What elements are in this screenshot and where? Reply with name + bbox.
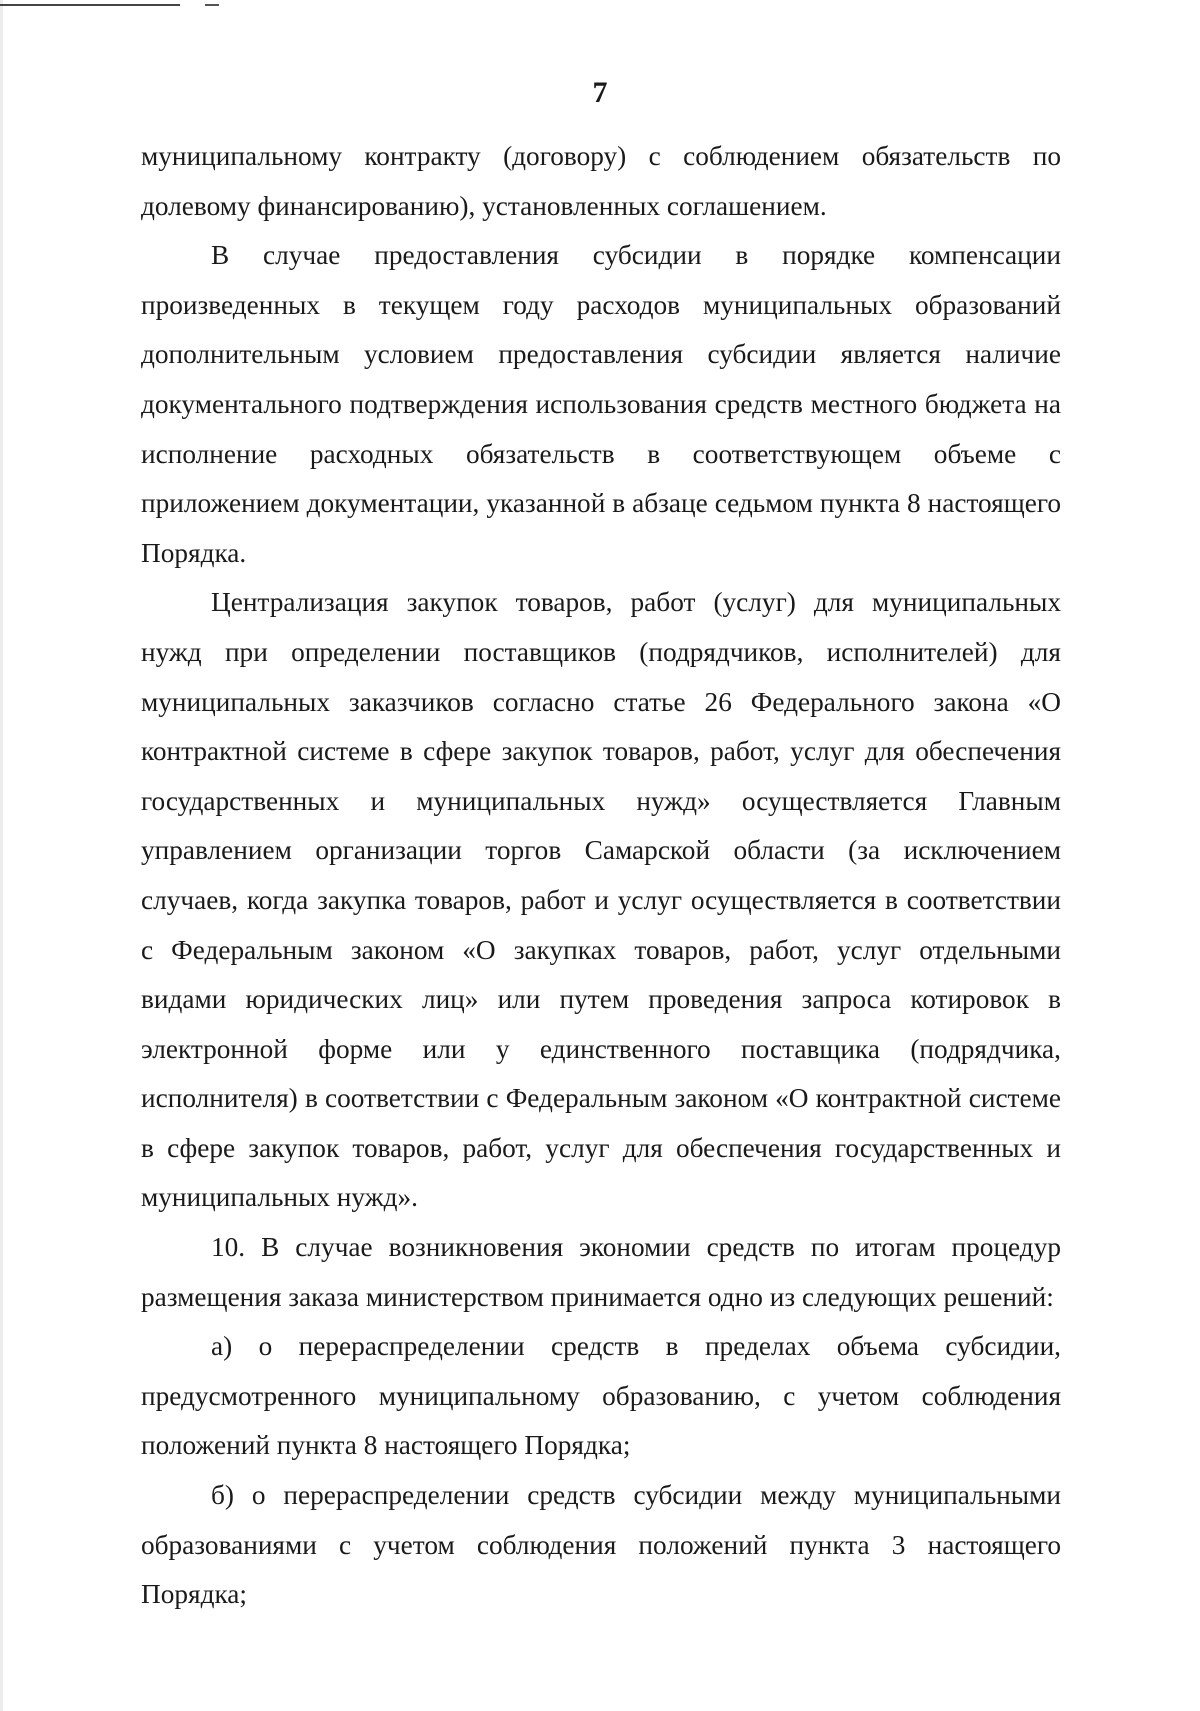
scan-top-dash xyxy=(205,4,219,6)
scan-edge-shadow xyxy=(0,0,3,1711)
document-body xyxy=(141,132,1061,1620)
page-number: 7 xyxy=(592,76,608,109)
paragraph-continuation: муниципальному контракту (договору) с соблюдением обязательств по долевому финансированию), установленных соглашением. xyxy=(141,141,1061,221)
paragraph-subitem-b: б) о перераспределении средств субсидии между муниципальными образованиями с учетом соблюдения положений пункта 3 настоящего Порядка; xyxy=(141,1480,1061,1610)
scan-top-line xyxy=(0,4,180,6)
paragraph-item-10: 10. В случае возникновения экономии средств по итогам процедур размещения заказа министерством принимается одно из следующих решений: xyxy=(141,1232,1061,1312)
paragraph-compensation: В случае предоставления субсидии в порядке компенсации произведенных в текущем году расходов муниципальных образований дополнительным условием предоставления субсидии является наличие документального подтверждения использования средств местного бюджета на исполнение расходных обязательств в соответствующем объеме с приложением документации, указанной в абзаце седьмом пункта 8 настоящего Порядка. xyxy=(141,240,1061,568)
paragraph-centralization: Централизация закупок товаров, работ (услуг) для муниципальных нужд при определении поставщиков (подрядчиков, исполнителей) для муниципальных заказчиков согласно статье 26 Федерального закона «О контрактной системе в сфере закупок товаров, работ, услуг для обеспечения государственных и муниципальных нужд» осуществляется Главным управлением организации торгов Самарской области (за исключением случаев, когда закупка товаров, работ и услуг осуществляется в соответствии с Федеральным законом «О закупках товаров, работ, услуг отдельными видами юридических лиц» или путем проведения запроса котировок в электронной форме или у единственного поставщика (подрядчика, исполнителя) в соответствии с Федеральным законом «О контрактной системе в сфере закупок товаров, работ, услуг для обеспечения государственных и муниципальных нужд». xyxy=(141,587,1061,1213)
paragraph-subitem-a: а) о перераспределении средств в пределах объема субсидии, предусмотренного муниципальному образованию, с учетом соблюдения положений пункта 8 настоящего Порядка; xyxy=(141,1331,1061,1461)
